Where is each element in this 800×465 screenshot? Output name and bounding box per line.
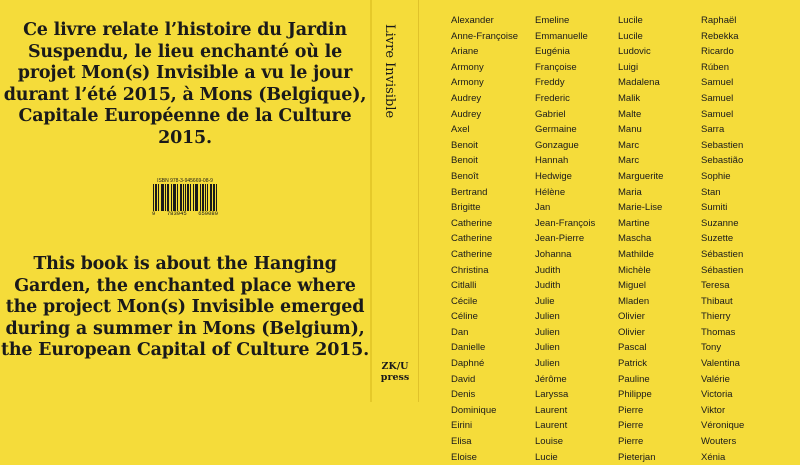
- name-entry: Wouters: [701, 436, 737, 448]
- name-entry: Samuel: [701, 92, 734, 104]
- back-cover: [0, 0, 370, 402]
- name-entry: Thibaut: [701, 295, 733, 307]
- name-entry: David: [451, 373, 476, 385]
- name-entry: Mladen: [618, 295, 650, 307]
- name-entry: Lucie: [535, 451, 558, 463]
- name-entry: Suzette: [701, 233, 734, 245]
- name-entry: Julien: [535, 326, 560, 338]
- name-entry: Xénia: [701, 451, 726, 463]
- name-entry: Mascha: [618, 233, 652, 245]
- publisher-label: ZK/U press: [380, 361, 410, 383]
- name-entry: Benoit: [451, 155, 478, 167]
- name-entry: Eugénia: [535, 46, 570, 58]
- name-entry: Emeline: [535, 15, 570, 26]
- name-entry: Armony: [451, 77, 484, 89]
- name-entry: Anne-Françoise: [451, 30, 519, 42]
- name-entry: Alexander: [451, 15, 494, 26]
- name-entry: Rúben: [701, 61, 729, 73]
- name-entry: Marie-Lise: [618, 202, 663, 214]
- name-entry: Pierre: [618, 420, 644, 432]
- name-entry: Laryssa: [535, 389, 569, 401]
- front-cover: [419, 0, 800, 463]
- name-entry: Victoria: [701, 389, 733, 401]
- name-entry: Samuel: [701, 108, 734, 120]
- name-entry: Pieterjan: [618, 451, 656, 463]
- name-entry: Julie: [535, 295, 555, 307]
- name-entry: Hélène: [535, 186, 566, 198]
- name-entry: Catherine: [451, 217, 493, 229]
- name-entry: Sébastien: [701, 264, 744, 276]
- name-entry: Raphaël: [701, 15, 737, 26]
- name-entry: Catherine: [451, 248, 493, 260]
- name-entry: Miguel: [618, 280, 646, 292]
- name-entry: Françoise: [535, 61, 577, 73]
- name-entry: Sumiti: [701, 202, 728, 214]
- name-entry: Michèle: [618, 264, 651, 276]
- name-entry: Freddy: [535, 77, 565, 89]
- name-entry: Céline: [451, 311, 478, 323]
- name-entry: Axel: [451, 124, 470, 136]
- name-entry: Viktor: [701, 404, 726, 416]
- name-entry: Hannah: [535, 155, 569, 167]
- isbn-barcode: [152, 178, 218, 222]
- name-entry: Eirini: [451, 420, 473, 432]
- name-entry: Maria: [618, 186, 642, 198]
- name-entry: Malik: [618, 92, 641, 104]
- name-entry: Eloise: [451, 451, 477, 463]
- name-entry: Hedwige: [535, 170, 572, 182]
- name-entry: Manu: [618, 124, 642, 136]
- name-entry: Judith: [535, 280, 561, 292]
- names-column-3: [618, 13, 663, 465]
- name-entry: Germaine: [535, 124, 577, 136]
- name-entry: Sebastião: [701, 155, 744, 167]
- name-entry: Rebekka: [701, 30, 739, 42]
- name-entry: Thierry: [701, 311, 731, 323]
- spine-title: Livre Invisible: [382, 24, 397, 119]
- barcode-digit-right: 659089: [198, 210, 218, 217]
- name-entry: Brigitte: [451, 202, 481, 214]
- name-entry: Julien: [535, 342, 560, 354]
- name-entry: Armony: [451, 61, 484, 73]
- name-entry: Laurent: [535, 404, 568, 416]
- name-entry: Julien: [535, 358, 560, 370]
- name-entry: Olivier: [618, 326, 645, 338]
- name-entry: Dan: [451, 326, 469, 338]
- name-entry: Lucile: [618, 30, 643, 42]
- name-entry: Danielle: [451, 342, 486, 354]
- name-entry: Bertrand: [451, 186, 488, 198]
- name-entry: Pierre: [618, 404, 644, 416]
- name-entry: Marguerite: [618, 170, 664, 182]
- name-entry: Philippe: [618, 389, 652, 401]
- english-blurb: This book is about the Hanging Garden, the enchanted place where the project Mon(s) Invisible emerged during a summer in Mons (Belgium), the European Capital of Culture 2015.: [0, 254, 370, 360]
- name-entry: Emmanuelle: [535, 30, 588, 42]
- name-entry: Catherine: [451, 233, 493, 245]
- name-entry: Ricardo: [701, 46, 734, 58]
- name-entry: Louise: [535, 436, 563, 448]
- name-entry: Stan: [701, 186, 721, 198]
- names-column-4: [701, 13, 744, 465]
- barcode-digit-left: 783945: [166, 210, 187, 217]
- name-entry: Madalena: [618, 77, 660, 89]
- name-entry: Suzanne: [701, 217, 739, 229]
- name-entry: Jan: [535, 202, 551, 214]
- name-entry: Benoît: [451, 170, 479, 182]
- isbn-text: ISBN 978-3-945669-08-9: [157, 178, 213, 184]
- name-entry: Marc: [618, 139, 640, 151]
- name-entry: Johanna: [535, 248, 572, 260]
- barcode-digit-lead: 9: [152, 210, 156, 217]
- names-column-2: [535, 13, 595, 465]
- name-entry: Dominique: [451, 404, 497, 416]
- name-entry: Teresa: [701, 280, 730, 292]
- name-entry: Cécile: [451, 295, 478, 307]
- name-entry: Sebastien: [701, 139, 744, 151]
- name-entry: Samuel: [701, 77, 734, 89]
- names-column-1: [451, 13, 518, 465]
- name-entry: Pierre: [618, 436, 644, 448]
- name-entry: Valentina: [701, 358, 740, 370]
- name-entry: Thomas: [701, 326, 736, 338]
- name-entry: Julien: [535, 311, 560, 323]
- name-entry: Sophie: [701, 170, 731, 182]
- name-entry: Ludovic: [618, 46, 651, 58]
- name-entry: Daphné: [451, 358, 485, 370]
- french-blurb: Ce livre relate l’histoire du Jardin Suspendu, le lieu enchanté où le projet Mon(s) Invisible a vu le jour durant l’été 2015, à Mons (Belgique), Capitale Européenne de la Culture 2015.: [3, 20, 367, 148]
- name-entry: Frederic: [535, 92, 570, 104]
- name-entry: Jérôme: [535, 373, 567, 385]
- name-entry: Gabriel: [535, 108, 566, 120]
- name-entry: Jean-François: [535, 217, 596, 229]
- name-entry: Mathilde: [618, 248, 654, 260]
- name-entry: Gonzague: [535, 139, 579, 151]
- name-entry: Tony: [701, 342, 722, 354]
- name-entry: Malte: [618, 108, 642, 120]
- name-entry: Elisa: [451, 436, 472, 448]
- name-entry: Audrey: [451, 92, 482, 104]
- name-entry: Sarra: [701, 124, 725, 136]
- barcode-digits: [152, 211, 218, 217]
- name-entry: Christina: [451, 264, 489, 276]
- name-entry: Olivier: [618, 311, 645, 323]
- name-entry: Patrick: [618, 358, 648, 370]
- name-entry: Benoit: [451, 139, 478, 151]
- spine: [372, 0, 418, 402]
- name-entry: Denis: [451, 389, 476, 401]
- name-entry: Laurent: [535, 420, 568, 432]
- name-entry: Véronique: [701, 420, 745, 432]
- name-entry: Valérie: [701, 373, 730, 385]
- name-entry: Lucile: [618, 15, 643, 26]
- name-entry: Martine: [618, 217, 650, 229]
- name-entry: Jean-Pierre: [535, 233, 585, 245]
- name-entry: Pascal: [618, 342, 647, 354]
- name-entry: Ariane: [451, 46, 479, 58]
- name-entry: Marc: [618, 155, 640, 167]
- name-entry: Citlalli: [451, 280, 477, 292]
- barcode-icon: [152, 184, 218, 211]
- name-entry: Sébastien: [701, 248, 744, 260]
- name-entry: Luigi: [618, 61, 639, 73]
- name-entry: Audrey: [451, 108, 482, 120]
- name-entry: Pauline: [618, 373, 650, 385]
- name-entry: Judith: [535, 264, 561, 276]
